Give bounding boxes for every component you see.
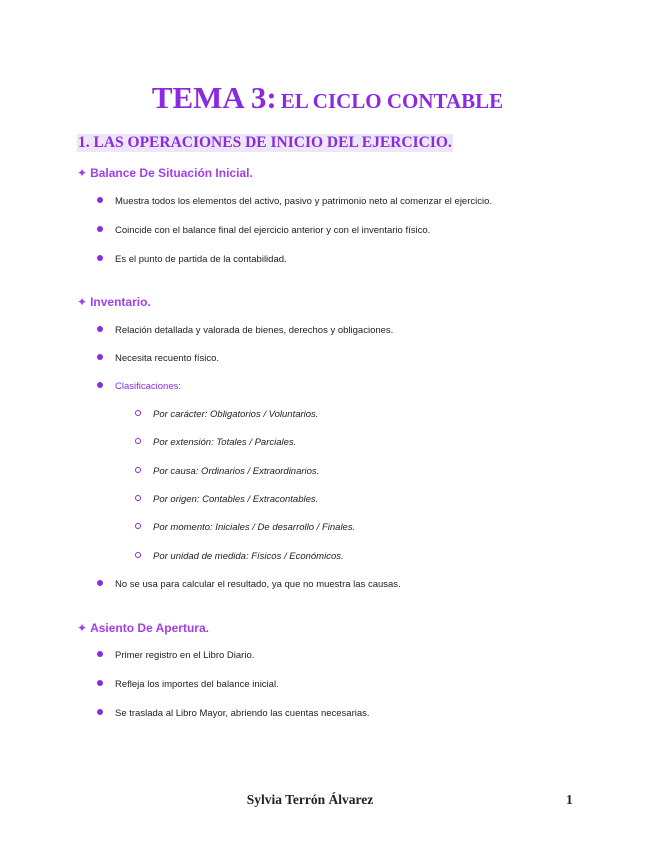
subheading-inventario (77, 295, 151, 309)
page-number: 1 (566, 792, 573, 807)
list-item-clasificaciones: Clasificaciones: (97, 381, 181, 392)
page-title (0, 80, 655, 116)
bullet-icon (97, 382, 103, 388)
title-tema: TEMA 3: (151, 80, 277, 115)
bullet-icon (97, 580, 103, 586)
subheading-balance-label: Balance De Situación Inicial. (90, 166, 253, 180)
bullet-icon (97, 651, 103, 657)
circle-bullet-icon (135, 523, 141, 529)
list-item: No se usa para calcular el resultado, ya que no muestra las causas. (97, 579, 401, 590)
sparkle-icon: ✦ (77, 166, 88, 180)
sub-list-item: Por momento: Iniciales / De desarrollo / Finales. (135, 522, 355, 533)
bullet-icon (97, 680, 103, 686)
sub-list-item: Por origen: Contables / Extracontables. (135, 494, 318, 505)
list-item: Es el punto de partida de la contabilidad. (97, 254, 287, 265)
bullet-icon (97, 354, 103, 360)
sparkle-icon: ✦ (77, 621, 88, 635)
list-item: Primer registro en el Libro Diario. (97, 650, 254, 661)
circle-bullet-icon (135, 438, 141, 444)
subheading-balance (77, 166, 253, 180)
circle-bullet-icon (135, 495, 141, 501)
list-item: Relación detallada y valorada de bienes, derechos y obligaciones. (97, 325, 393, 336)
subheading-inventario-label: Inventario. (90, 295, 151, 309)
sparkle-icon: ✦ (77, 295, 88, 309)
list-item: Coincide con el balance final del ejercicio anterior y con el inventario físico. (97, 225, 430, 236)
sub-list-item: Por unidad de medida: Físicos / Económicos. (135, 551, 344, 562)
circle-bullet-icon (135, 552, 141, 558)
list-item: Refleja los importes del balance inicial. (97, 679, 279, 690)
sub-list-item: Por carácter: Obligatorios / Voluntarios. (135, 409, 318, 420)
circle-bullet-icon (135, 467, 141, 473)
bullet-icon (97, 255, 103, 261)
bullet-icon (97, 326, 103, 332)
bullet-icon (97, 709, 103, 715)
subheading-asiento (77, 621, 209, 635)
bullet-icon (97, 197, 103, 203)
section-heading: 1. LAS OPERACIONES DE INICIO DEL EJERCICIO. (78, 134, 452, 151)
sub-list-item: Por extensión: Totales / Parciales. (135, 437, 296, 448)
title-topic: EL CICLO CONTABLE (280, 89, 504, 113)
footer-author: Sylvia Terrón Álvarez (246, 792, 374, 807)
list-item: Necesita recuento físico. (97, 353, 219, 364)
circle-bullet-icon (135, 410, 141, 416)
subheading-asiento-label: Asiento De Apertura. (90, 621, 209, 635)
bullet-icon (97, 226, 103, 232)
sub-list-item: Por causa: Ordinarios / Extraordinarios. (135, 466, 319, 477)
list-item: Se traslada al Libro Mayor, abriendo las cuentas necesarias. (97, 708, 370, 719)
list-item: Muestra todos los elementos del activo, pasivo y patrimonio neto al comenzar el ejercicio. (97, 196, 492, 207)
